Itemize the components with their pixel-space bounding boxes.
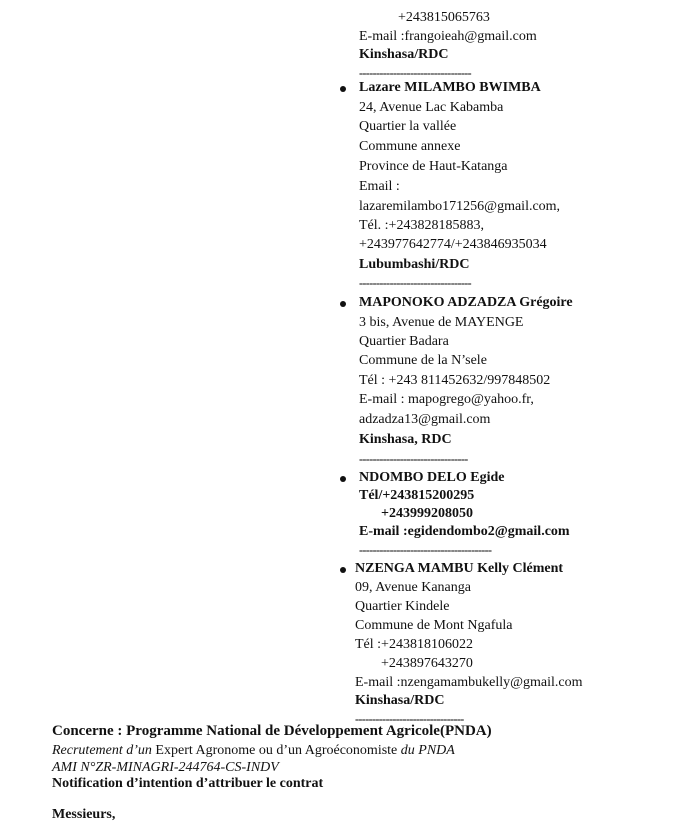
addressee-name: NZENGA MAMBU Kelly Clément: [355, 561, 564, 576]
bullet-icon: [340, 301, 346, 307]
bullet-icon: [340, 567, 346, 573]
separator: ---------------------------------------: [359, 543, 492, 557]
address-line: Quartier Kindele: [355, 599, 450, 614]
address-line: Commune de la N’sele: [359, 353, 487, 368]
email-line: E-mail :nzengamambukelly@gmail.com: [355, 675, 583, 690]
recruitment-line: [52, 742, 455, 760]
address-line: Province de Haut-Katanga: [359, 159, 508, 174]
phone-line: Tél :+243818106022: [355, 637, 473, 652]
notification-line: Notification d’intention d’attribuer le contrat: [52, 776, 324, 791]
addressee-name: MAPONOKO ADZADZA Grégoire: [359, 295, 573, 310]
salutation: Messieurs,: [52, 807, 116, 822]
phone-line: +243999208050: [381, 506, 473, 521]
phone-line: +243897643270: [381, 656, 473, 671]
address-line: Quartier Badara: [359, 334, 449, 349]
address-line: 09, Avenue Kananga: [355, 580, 471, 595]
recruitment-text: Expert Agronome ou d’un Agroéconomiste: [151, 743, 398, 758]
address-line: 3 bis, Avenue de MAYENGE: [359, 315, 524, 330]
city-line: Lubumbashi/RDC: [359, 257, 470, 272]
phone-line: +243815065763: [398, 10, 490, 25]
email-line: E-mail : mapogrego@yahoo.fr,: [359, 392, 534, 407]
email-line: adzadza13@gmail.com: [359, 412, 491, 427]
address-line: 24, Avenue Lac Kabamba: [359, 100, 504, 115]
address-line: Quartier la vallée: [359, 119, 457, 134]
phone-line: Tél/+243815200295: [359, 488, 475, 503]
bullet-icon: [340, 476, 346, 482]
separator: --------------------------------: [355, 712, 464, 726]
phone-line: Tél. :+243828185883,: [359, 218, 484, 233]
ami-reference: AMI N°ZR-MINAGRI-244764-CS-INDV: [52, 760, 279, 775]
email-line: E-mail :frangoieah@gmail.com: [359, 29, 537, 44]
email-line: lazaremilambo171256@gmail.com,: [359, 199, 561, 214]
separator: ---------------------------------: [359, 276, 472, 290]
address-line: Commune annexe: [359, 139, 461, 154]
city-line: Kinshasa, RDC: [359, 432, 452, 447]
recruitment-text: Recrutement d’un: [52, 743, 152, 758]
addressee-name: NDOMBO DELO Egide: [359, 470, 505, 485]
separator: --------------------------------: [359, 452, 468, 466]
city-line: Kinshasa/RDC: [359, 47, 449, 62]
subject-heading: Concerne : Programme National de Développement Agricole(PNDA): [52, 723, 492, 739]
recruitment-text: du PNDA: [397, 743, 455, 758]
addressee-name: Lazare MILAMBO BWIMBA: [359, 80, 541, 95]
phone-line: +243977642774/+243846935034: [359, 237, 547, 252]
city-line: Kinshasa/RDC: [355, 693, 445, 708]
address-line: Commune de Mont Ngafula: [355, 618, 513, 633]
email-line: E-mail :egidendombo2@gmail.com: [359, 524, 570, 539]
phone-line: Tél : +243 811452632/997848502: [359, 373, 551, 388]
bullet-icon: [340, 86, 346, 92]
email-label: Email :: [359, 179, 400, 194]
separator: ---------------------------------: [359, 66, 472, 80]
